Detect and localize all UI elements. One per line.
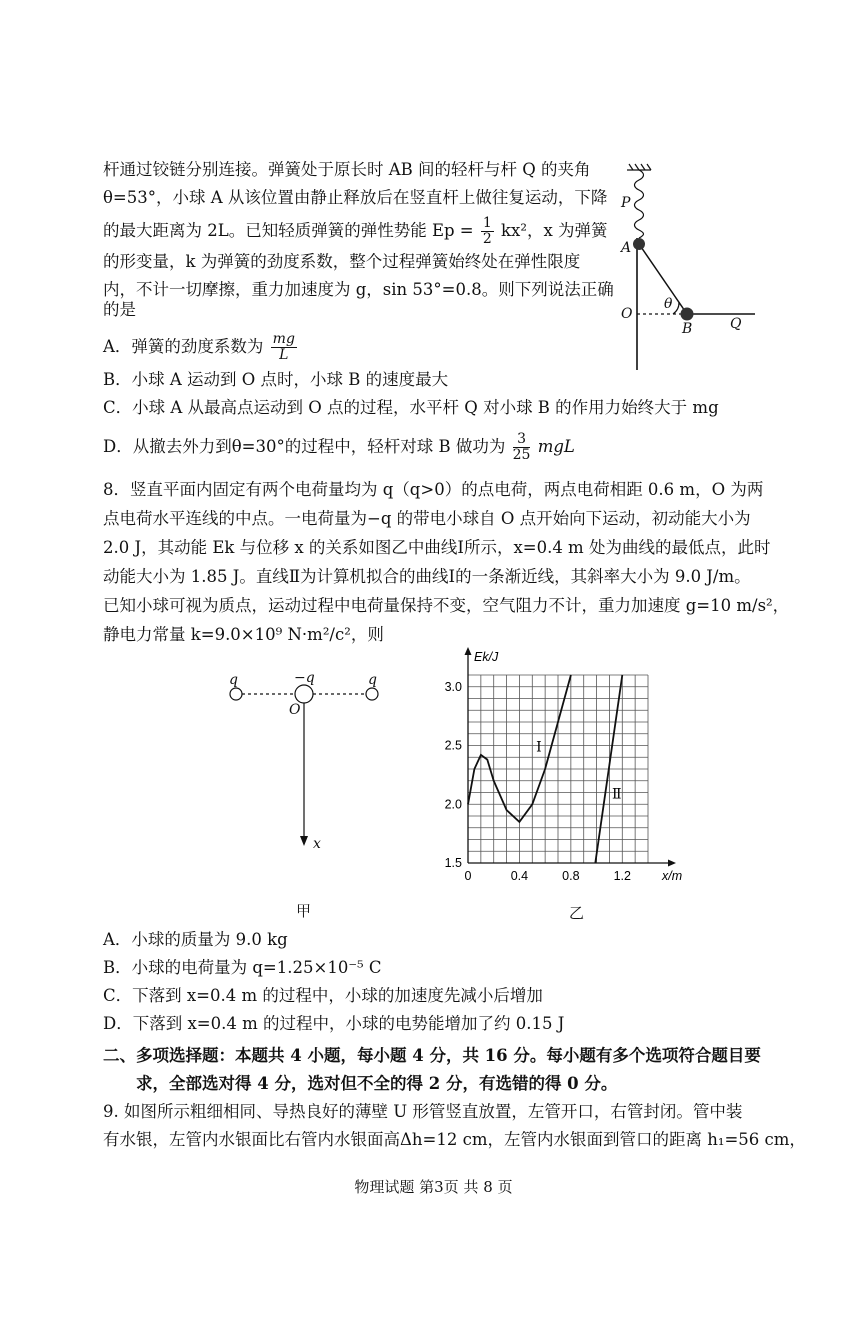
q8-line-2: 点电荷水平连线的中点。一电荷量为−q 的带电小球自 O 点开始向下运动，初动能大小为 [103, 509, 751, 528]
q7-option-a-num: mg [272, 331, 295, 347]
q7-option-d-tail: mgL [537, 437, 575, 456]
x-tick-label: 0.8 [562, 869, 580, 883]
q7-line-5: 内，不计一切摩擦，重力加速度为 g，sin 53°=0.8。则下列说法正确 [103, 280, 614, 299]
series-label-II: Ⅱ [612, 786, 622, 803]
q7-line-6: 的是 [103, 300, 136, 319]
q7-option-c: C．小球 A 从最高点运动到 O 点的过程，水平杆 Q 对小球 B 的作用力始终大于 mg [103, 398, 719, 417]
q7-line-3 [103, 216, 608, 247]
q7-option-a-text: A．弹簧的劲度系数为 [103, 337, 264, 356]
caption-jia: 甲 [296, 902, 312, 920]
spring-rod-figure [615, 160, 760, 375]
label-q-mid: −q [294, 670, 315, 686]
caption-yi: 乙 [569, 904, 585, 922]
q7-line-1: 杆通过铰链分别连接。弹簧处于原长时 AB 间的轻杆与杆 Q 的夹角 [103, 160, 591, 179]
x-tick-label: 1.2 [613, 869, 631, 883]
y-axis-arrowhead [465, 647, 472, 655]
x-axis-label: x/m [662, 869, 683, 883]
q7-option-d-frac [513, 432, 531, 463]
fraction-half-den: 2 [482, 231, 492, 247]
fraction-half-num: 1 [482, 215, 492, 231]
charge-left [230, 688, 242, 700]
y-tick-label: 1.5 [444, 856, 462, 870]
q7-option-d [103, 432, 575, 463]
q8-option-d: D．下落到 x=0.4 m 的过程中，小球的电势能增加了约 0.15 J [103, 1014, 565, 1033]
q8-line-1: 8．竖直平面内固定有两个电荷量均为 q（q>0）的点电荷，两点电荷相距 0.6 m，O 为两 [103, 480, 764, 499]
page-footer: 物理试题 第3页 共 8 页 [354, 1178, 513, 1196]
ball-a [633, 238, 645, 250]
x-axis-arrowhead [668, 860, 676, 867]
ball-b [681, 308, 694, 321]
q7-option-b: B．小球 A 运动到 O 点时，小球 B 的速度最大 [103, 370, 449, 389]
fraction-half [481, 216, 494, 247]
q8-line-4: 动能大小为 1.85 J。直线Ⅱ为计算机拟合的曲线Ⅰ的一条渐近线，其斜率大小为 9.0 J/m。 [103, 567, 751, 586]
angle-arc [673, 302, 679, 314]
q8-option-b: B．小球的电荷量为 q=1.25×10⁻⁵ C [103, 958, 382, 977]
light-rod-ab [639, 244, 687, 314]
label-o-jia: O [289, 702, 301, 718]
x-tick-label: 0.4 [510, 869, 529, 883]
charge-right [366, 688, 378, 700]
label-theta: θ [664, 296, 673, 312]
label-q-left: q [229, 672, 238, 688]
q7-option-d-den: 25 [512, 447, 531, 463]
q8-option-c: C．下落到 x=0.4 m 的过程中，小球的加速度先减小后增加 [103, 986, 543, 1005]
q7-line-3-text: 的最大距离为 2L。已知轻质弹簧的弹性势能 Ep = [103, 221, 474, 240]
q8-line-3: 2.0 J，其动能 Ek 与位移 x 的关系如图乙中曲线Ⅰ所示，x=0.4 m 处为曲线的最低点，此时 [103, 538, 771, 557]
label-q-right: q [368, 672, 377, 688]
x-tick-label: 0 [464, 869, 472, 883]
q7-line-2: θ=53°，小球 A 从该位置由静止释放后在竖直杆上做往复运动，下降 [103, 188, 608, 207]
label-b: B [682, 321, 693, 337]
q7-option-a-den: L [279, 347, 289, 363]
label-o: O [621, 306, 633, 322]
q7-option-d-num: 3 [513, 432, 531, 448]
label-p: P [621, 195, 631, 211]
q8-line-6: 静电力常量 k=9.0×10⁹ N·m²/c²，则 [103, 625, 384, 644]
section2-line-1: 二、多项选择题：本题共 4 小题，每小题 4 分，共 16 分。每小题有多个选项符合题目要 [103, 1046, 761, 1065]
y-axis-label: Ek/J [474, 650, 499, 664]
charge-figure [220, 670, 390, 860]
q7-option-d-text: D．从撤去外力到θ=30°的过程中，轻杆对球 B 做功为 [103, 437, 506, 456]
q8-option-a: A．小球的质量为 9.0 kg [103, 930, 288, 949]
q7-line-3-tail: kx²，x 为弹簧 [501, 221, 608, 240]
spring-coil [635, 170, 644, 238]
q7-line-4: 的形变量，k 为弹簧的劲度系数，整个过程弹簧始终处在弹性限度 [103, 252, 581, 271]
q9-line-1: 9. 如图所示粗细相同、导热良好的薄壁 U 形管竖直放置，左管开口，右管封闭。管中装 [103, 1102, 743, 1121]
q9-line-2: 有水银，左管内水银面比右管内水银面高Δh=12 cm，左管内水银面到管口的距离 h₁=56 cm， [103, 1130, 806, 1149]
y-tick-label: 2.0 [444, 797, 462, 812]
label-q: Q [730, 316, 742, 332]
label-a: A [621, 240, 632, 256]
y-tick-label: 3.0 [444, 679, 462, 694]
label-x-jia: x [313, 836, 321, 852]
section2-line-2: 求，全部选对得 4 分，选对但不全的得 2 分，有选错的得 0 分。 [136, 1074, 618, 1093]
q7-option-a-frac [271, 332, 297, 363]
ek-x-chart [430, 645, 690, 890]
charge-ball [295, 685, 313, 703]
q8-line-5: 已知小球可视为质点，运动过程中电荷量保持不变，空气阻力不计，重力加速度 g=10 m/s²， [103, 596, 790, 615]
q7-option-a [103, 332, 299, 363]
series-label-I: Ⅰ [536, 739, 542, 756]
y-tick-label: 2.5 [444, 738, 462, 753]
